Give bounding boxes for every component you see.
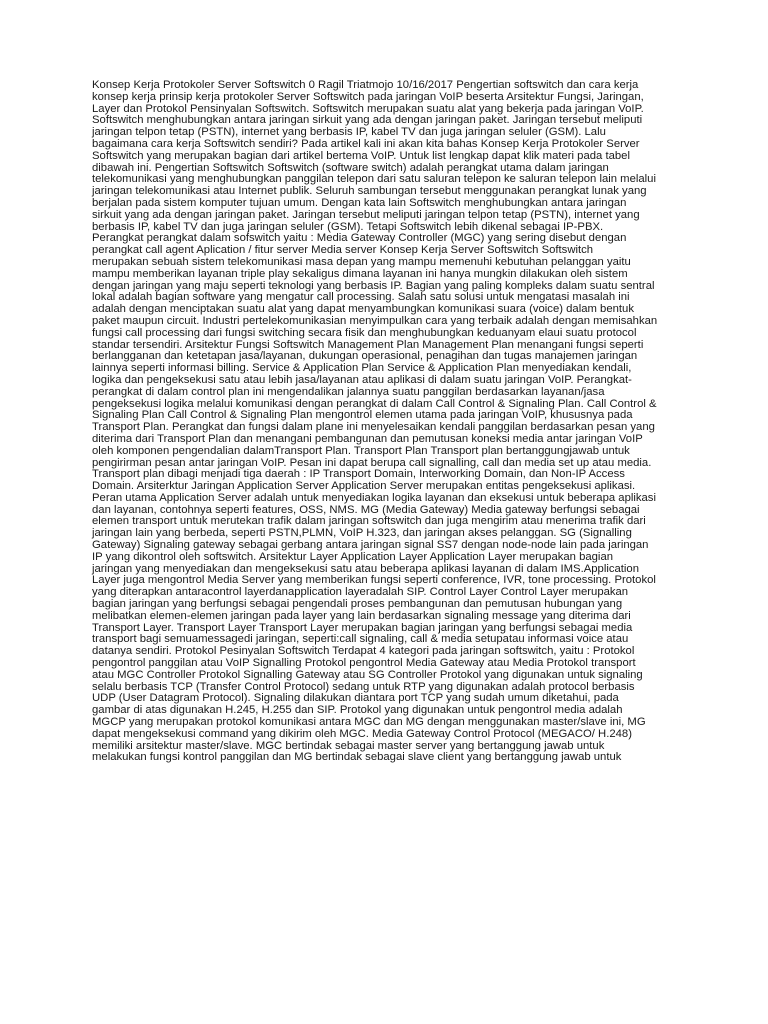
document-text-line: Gateway) Signaling gateway sebagai gerbang antara jaringan signal SS7 dengan node-node lain pada jaringan [92,539,649,552]
document-text-line: transport bagi semuamessagedi jaringan, seperti:call signaling, call & media setupatau informasi voice atau [92,633,629,646]
document-text-line: jaringan yang menyediakan dan mengeksekusi satu atau beberapa aplikasi layanan di dalam IMS.Application [92,562,639,575]
document-body-text [92,80,692,764]
document-text-line: adalah dengan menciptakan suatu alat yang dapat menyambungkan komunikasi suara (voice) dalam bentuk [92,303,634,316]
document-text-line: diterima dari Transport Plan dan menangani pembangunan dan pemutusan koneksi media antar jaringan VoIP [92,432,643,445]
document-text-line: berjalan pada sistem komputer tujuan umum. Dengan kata lain Softswitch menghubungkan antara jaringan [92,196,627,209]
document-text-line: atau MGC Controller Protokol Signalling Gateway atau SG Controller Protokol yang digunakan untuk signaling [92,668,643,681]
document-text-line: Signaling Plan Call Control & Signaling Plan mengontrol elemen utama pada jaringan VoIP, khususnya pada [92,409,633,422]
document-text-line: lokal adalah bagian software yang mengatur call processing. Salah satu solusi untuk mengatasi masalah ini [92,291,630,304]
document-text-line: jaringan telekomunikasi atau Internet publik. Seluruh sambungan tersebut menggunakan perangkat lunak yang [92,185,647,198]
document-text-line: pengontrol panggilan atau VoIP Signalling Protokol pengontrol Media Gateway atau Media Protokol transport [92,657,636,670]
document-text-line: elemen transport untuk merutekan trafik dalam jaringan softswitch dan juga mengirim atau menerima trafik dari [92,515,646,528]
document-text-line: telekomunikasi yang menghubungkan panggilan telepon dari satu saluran telepon ke saluran telepon lain melalui [92,173,656,186]
document-text-line: Layer dan Protokol Pensinyalan Softswitch. Softswitch merupakan suatu alat yang bekerja pada jaringan VoIP. [92,102,644,115]
document-text-line: mampu memberikan layanan triple play sekaligus dimana layanan ini hanya mungkin dilakukan oleh sistem [92,267,628,280]
document-text-line: dapat mengeksekusi command yang dikirim oleh MGC. Media Gateway Control Protocol (MEGACO/ H.248) [92,727,632,740]
document-text-line: fungsi call processing dari fungsi switching secara fisik dan menghubungkan keduanyam elaui suatu protocol [92,326,637,339]
document-text-line: standar tersendiri. Arsitektur Fungsi Softswitch Management Plan Management Plan menangani fungsi seperti [92,338,644,351]
document-text-line: memiliki arsitektur master/slave. MGC bertindak sebagai master server yang bertanggung jawab untuk [92,739,605,752]
document-text-line: dan layanan, contohnya seperti features, OSS, NMS. MG (Media Gateway) Media gateway berfungsi sebagai [92,503,640,516]
document-text-line: lainnya seperti informasi billing. Service & Application Plan Service & Application Plan menyediakan kendali, [92,362,632,375]
document-text-line: jaringan lain yang berbeda, seperti PSTN,PLMN, VoIP H.323, dan jaringan akses pelanggan. SG (Signalling [92,527,632,540]
document-text-line: paket maupun circuit. Industri pertelekomunikasian menyimpulkan cara yang terbaik adalah dengan memisahkan [92,314,658,327]
document-text-line: Domain. Arsiterktur Jaringan Application Server Application Server merupakan entitas pengeksekusi aplikasi. [92,480,636,493]
document-text-line: IP yang dikontrol oleh softswitch. Arsitektur Layer Application Layer Application Layer merupakan bagian [92,550,614,563]
document-text-line: Transport plan dibagi menjadi tiga daerah : IP Transport Domain, Interworking Domain, dan Non-IP Access [92,468,625,481]
document-text-line: berbasis IP, kabel TV dan juga jaringan seluler (GSM). Tetapi Softswitch lebih dikenal sebagai IP-PBX. [92,220,604,233]
document-text-line: melakukan fungsi kontrol panggilan dan MG bertindak sebagai slave client yang bertanggung jawab untuk [92,751,622,764]
document-text-line: pengeksekusi logika melalui komunikasi dengan perangkat di dalam Call Control & Signaling Plan. Call Control & [92,397,657,410]
document-text-line: dengan jaringan yang maju seperti teknologi yang berbasis IP. Bagian yang paling kompleks dalam suatu sentral [92,279,655,292]
document-text-line: Peran utama Application Server adalah untuk menyediakan logika layanan dan eksekusi untuk beberapa aplikasi [92,491,656,504]
document-text-line: melibatkan elemen-elemen jaringan pada layer yang lain berdasarkan signaling message yang diterima dari [92,609,631,622]
document-text-line: sirkuit yang ada dengan jaringan paket. Jaringan tersebut meliputi jaringan telpon tetap (PSTN), internet yang [92,208,640,221]
document-text-line: konsep kerja prinsip kerja protokoler Server Softswitch pada jaringan VoIP beserta Arsitektur Fungsi, Jaringan, [92,90,644,103]
document-text-line: Layer juga mengontrol Media Server yang memberikan fungsi seperti conference, IVR, tone processing. Protokol [92,574,656,587]
document-text-line: Transport Plan. Perangkat dan fungsi dalam plane ini menyelesaikan kendali panggilan berdasarkan pesan yang [92,421,655,434]
document-text-line: merupakan sebuah sistem telekomunikasi masa depan yang mampu memenuhi kebutuhan pelanggan yaitu [92,255,631,268]
document-text-line: oleh komponen pengendalian dalamTransport Plan. Transport Plan Transport plan bertanggungjawab untuk [92,444,630,457]
document-text-line: bagian jaringan yang berfungsi sebagai pengendali proses pembangunan dan pemutusan hubungan yang [92,598,623,611]
document-text-line: Softswitch menghubungkan antara jaringan sirkuit yang ada dengan jaringan paket. Jaringan tersebut meliputi [92,114,643,127]
document-text-line: perangkat di dalam control plan ini mengendalikan jalannya suatu panggilan berdasarkan layanan/jasa [92,385,605,398]
document-text-line: perangkat call agent Aplication / fitur server Media server Konsep Kerja Server Softswitch Softswitch [92,244,594,257]
document-text-line: Konsep Kerja Protokoler Server Softswitch 0 Ragil Triatmojo 10/16/2017 Pengertian softswitch dan cara kerja [92,79,639,91]
document-text-line: Perangkat perangkat dalam sofswitch yaitu : Media Gateway Controller (MGC) yang sering disebut dengan [92,232,627,245]
document-text-line: jaringan telpon tetap (PSTN), internet yang berbasis IP, kabel TV dan juga jaringan seluler (GSM). Lalu [92,126,606,139]
document-text-line: MGCP yang merupakan protokol komunikasi antara MGC dan MG dengan menggunakan master/slave ini, MG [92,716,646,729]
document-text-line: berlangganan dan ketetapan jasa/layanan, dukungan operasional, penagihan dan tugas manajemen jaringan [92,350,638,363]
document-text-line: UDP (User Datagram Protocol). Signaling dilakukan diantara port TCP yang sudah umum diketahui, pada [92,692,619,705]
document-text-line: datanya sendiri. Protokol Pesinyalan Softswitch Terdapat 4 kategori pada jaringan softswitch, yaitu : Protokol [92,645,635,658]
document-text-line: logika dan pengeksekusi satu atau lebih jasa/layanan atau aplikasi di dalam suatu jaringan VoIP. Perangkat- [92,373,632,386]
document-text-line: Transport Layer. Transport Layer Transport Layer merupakan bagian jaringan yang berfungsi sebagai media [92,621,633,634]
document-text-line: bagaimana cara kerja Softswitch sendiri? Pada artikel kali ini akan kita bahas Konsep Kerja Protokoler Server [92,137,640,150]
document-text-line: gambar di atas digunakan H.245, H.255 dan SIP. Protokol yang digunakan untuk pengontrol media adalah [92,704,623,717]
document-text-line: yang diterapkan antaracontrol layerdanapplication layeradalah SIP. Control Layer Control Layer merupakan [92,586,629,599]
document-text-line: Softswitch yang merupakan bagian dari artikel bertema VoIP. Untuk list lengkap dapat klik materi pada tabel [92,149,630,162]
document-text-line: selalu berbasis TCP (Transfer Control Protocol) sedang untuk RTP yang digunakan adalah protocol berbasis [92,680,635,693]
document-text-line: pengirirman pesan antar jaringan VoIP. Pesan ini dapat berupa call signalling, call dan media set up atau media. [92,456,652,469]
document-text-line: dibawah ini. Pengertian Softswitch Softswitch (software switch) adalah perangkat utama dalam jaringan [92,161,609,174]
